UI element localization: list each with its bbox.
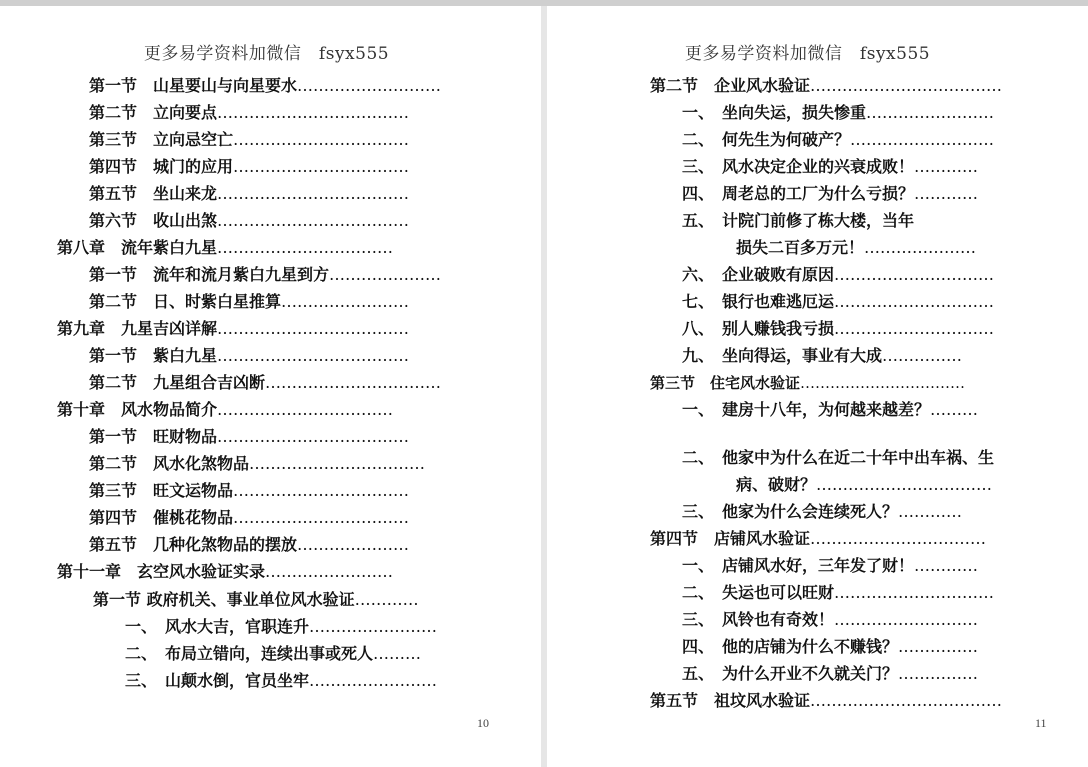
toc-subentry: 四、 他的店铺为什么不赚钱？…………… <box>682 637 979 656</box>
toc-entry: 第一节 山星要山与向星要水……………………… <box>89 76 442 95</box>
toc-subentry: 四、 周老总的工厂为什么亏损？………… <box>682 184 979 203</box>
toc-subentry: 五、 为什么开业不久就关门？…………… <box>682 664 979 683</box>
toc-subentry: 三、 他家为什么会连续死人？………… <box>682 502 963 521</box>
toc-entry: 第六节 收山出煞……………………………… <box>89 211 410 230</box>
toc-entry: 第一节 流年和流月紫白九星到方………………… <box>89 265 442 284</box>
toc-subentry: 一、 建房十八年，为何越来越差？……… <box>682 400 979 419</box>
table-of-contents <box>547 6 1088 767</box>
toc-entry: 第三节 旺文运物品…………………………… <box>89 481 410 500</box>
toc-entry: 第二节 风水化煞物品…………………………… <box>89 454 426 473</box>
page-number: 10 <box>477 716 489 730</box>
page-header: 更多易学资料加微信 fsyx555 <box>684 44 931 64</box>
toc-entry: 第一节 旺财物品……………………………… <box>89 427 410 446</box>
toc-subentry: 五、 计院门前修了栋大楼，当年 <box>682 211 915 230</box>
toc-subentry: 三、 山颠水倒，官员坐牢…………………… <box>125 671 438 690</box>
toc-chapter: 第十一章 玄空风水验证实录…………………… <box>57 562 394 581</box>
toc-chapter: 第十章 风水物品简介…………………………… <box>57 400 394 419</box>
toc-subentry: 二、 他家中为什么在近二十年中出车祸、生 <box>682 448 995 467</box>
toc-entry: 第一节 政府机关、事业单位风水验证………… <box>93 590 419 609</box>
toc-subentry: 三、 风铃也有奇效！……………………… <box>682 610 979 629</box>
toc-entry: 第三节 住宅风水验证…………………………… <box>650 374 966 392</box>
toc-entry: 第五节 几种化煞物品的摆放………………… <box>89 535 410 554</box>
toc-subentry: 九、 坐向得运，事业有大成…………… <box>682 346 963 365</box>
toc-subentry: 二、 何先生为何破产？……………………… <box>682 130 995 149</box>
left-page <box>0 6 541 767</box>
toc-subentry: 二、 布局立错向，连续出事或死人……… <box>125 644 422 663</box>
toc-chapter: 第九章 九星吉凶详解……………………………… <box>57 319 410 338</box>
toc-subentry-continued: 损失二百多万元！………………… <box>736 238 977 257</box>
toc-subentry: 一、 坐向失运，损失惨重…………………… <box>682 103 995 122</box>
toc-entry: 第四节 城门的应用…………………………… <box>89 157 410 176</box>
toc-subentry: 二、 失运也可以旺财………………………… <box>682 583 995 602</box>
right-page <box>547 6 1088 767</box>
toc-entry: 第四节 店铺风水验证…………………………… <box>650 529 987 548</box>
toc-chapter: 第八章 流年紫白九星…………………………… <box>57 238 394 257</box>
page-number: 11 <box>1035 716 1047 730</box>
toc-subentry: 三、 风水决定企业的兴衰成败！………… <box>682 157 979 176</box>
toc-entry: 第二节 九星组合吉凶断…………………………… <box>89 373 442 392</box>
toc-subentry: 七、 银行也难逃厄运………………………… <box>682 292 995 311</box>
toc-subentry: 八、 别人赚钱我亏损………………………… <box>682 319 995 338</box>
toc-entry: 第三节 立向忌空亡…………………………… <box>89 130 410 149</box>
toc-entry: 第二节 日、时紫白星推算…………………… <box>89 292 410 311</box>
toc-subentry: 六、 企业破败有原因………………………… <box>682 265 995 284</box>
table-of-contents <box>0 6 541 767</box>
toc-entry: 第五节 祖坟风水验证……………………………… <box>650 691 1003 710</box>
toc-entry: 第五节 坐山来龙……………………………… <box>89 184 410 203</box>
toc-entry: 第二节 企业风水验证……………………………… <box>650 76 1003 95</box>
toc-entry: 第一节 紫白九星……………………………… <box>89 346 410 365</box>
toc-entry: 第二节 立向要点……………………………… <box>89 103 410 122</box>
toc-subentry: 一、 店铺风水好，三年发了财！………… <box>682 556 979 575</box>
page-header: 更多易学资料加微信 fsyx555 <box>143 44 390 64</box>
toc-subentry: 一、 风水大吉，官职连升…………………… <box>125 617 438 636</box>
toc-entry: 第四节 催桃花物品…………………………… <box>89 508 410 527</box>
toc-subentry-continued: 病、破财？…………………………… <box>736 475 993 494</box>
